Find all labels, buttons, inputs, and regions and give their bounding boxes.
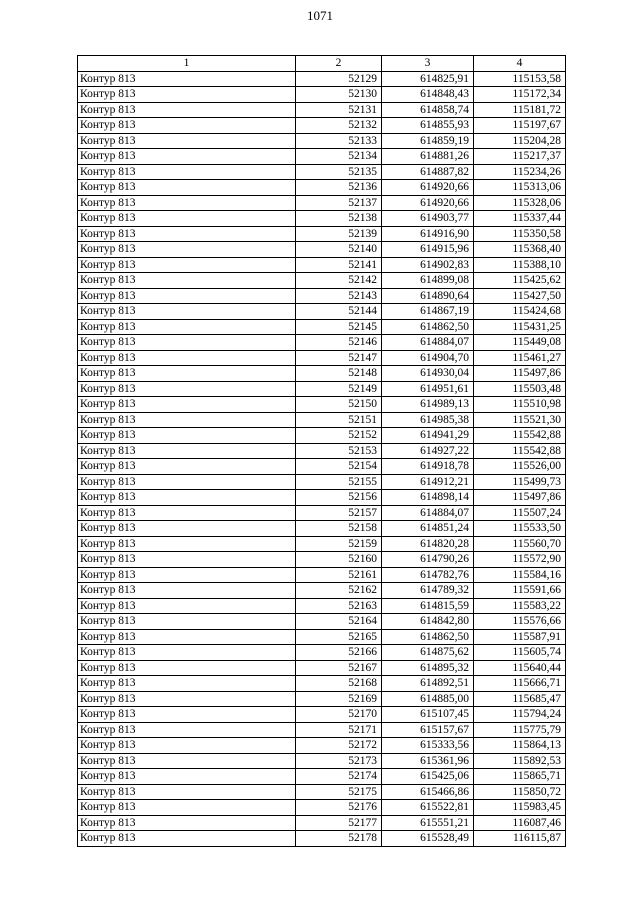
- contour-name-cell: Контур 813: [78, 536, 296, 552]
- point-number-cell: 52175: [296, 784, 382, 800]
- y-coordinate-cell: 115461,27: [474, 350, 566, 366]
- point-number-cell: 52163: [296, 598, 382, 614]
- y-coordinate-cell: 115510,98: [474, 397, 566, 413]
- contour-name-cell: Контур 813: [78, 87, 296, 103]
- x-coordinate-cell: 614875,62: [382, 645, 474, 661]
- table-row: [78, 521, 566, 537]
- table-row: [78, 490, 566, 506]
- point-number-cell: 52130: [296, 87, 382, 103]
- contour-name-cell: Контур 813: [78, 304, 296, 320]
- column-header-4: 4: [474, 56, 566, 72]
- y-coordinate-cell: 115640,44: [474, 660, 566, 676]
- point-number-cell: 52161: [296, 567, 382, 583]
- y-coordinate-cell: 115583,22: [474, 598, 566, 614]
- table-row: [78, 676, 566, 692]
- table-row: [78, 753, 566, 769]
- y-coordinate-cell: 115425,62: [474, 273, 566, 289]
- contour-name-cell: Контур 813: [78, 211, 296, 227]
- y-coordinate-cell: 116087,46: [474, 815, 566, 831]
- x-coordinate-cell: 614895,32: [382, 660, 474, 676]
- contour-name-cell: Контур 813: [78, 164, 296, 180]
- contour-name-cell: Контур 813: [78, 691, 296, 707]
- y-coordinate-cell: 115850,72: [474, 784, 566, 800]
- contour-name-cell: Контур 813: [78, 180, 296, 196]
- point-number-cell: 52144: [296, 304, 382, 320]
- contour-name-cell: Контур 813: [78, 381, 296, 397]
- x-coordinate-cell: 614904,70: [382, 350, 474, 366]
- x-coordinate-cell: 614881,26: [382, 149, 474, 165]
- point-number-cell: 52152: [296, 428, 382, 444]
- point-number-cell: 52156: [296, 490, 382, 506]
- point-number-cell: 52160: [296, 552, 382, 568]
- x-coordinate-cell: 614902,83: [382, 257, 474, 273]
- x-coordinate-cell: 614951,61: [382, 381, 474, 397]
- point-number-cell: 52140: [296, 242, 382, 258]
- x-coordinate-cell: 614851,24: [382, 521, 474, 537]
- contour-name-cell: Контур 813: [78, 676, 296, 692]
- contour-name-cell: Контур 813: [78, 598, 296, 614]
- contour-name-cell: Контур 813: [78, 366, 296, 382]
- x-coordinate-cell: 615333,56: [382, 738, 474, 754]
- y-coordinate-cell: 115337,44: [474, 211, 566, 227]
- contour-name-cell: Контур 813: [78, 707, 296, 723]
- y-coordinate-cell: 115794,24: [474, 707, 566, 723]
- point-number-cell: 52157: [296, 505, 382, 521]
- contour-name-cell: Контур 813: [78, 443, 296, 459]
- x-coordinate-cell: 614885,00: [382, 691, 474, 707]
- contour-name-cell: Контур 813: [78, 273, 296, 289]
- x-coordinate-cell: 614862,50: [382, 319, 474, 335]
- table-row: [78, 769, 566, 785]
- table-row: [78, 397, 566, 413]
- contour-name-cell: Контур 813: [78, 257, 296, 273]
- contour-name-cell: Контур 813: [78, 133, 296, 149]
- table-row: [78, 614, 566, 630]
- x-coordinate-cell: 614890,64: [382, 288, 474, 304]
- point-number-cell: 52158: [296, 521, 382, 537]
- point-number-cell: 52129: [296, 71, 382, 87]
- x-coordinate-cell: 615466,86: [382, 784, 474, 800]
- x-coordinate-cell: 614825,91: [382, 71, 474, 87]
- contour-name-cell: Контур 813: [78, 412, 296, 428]
- y-coordinate-cell: 115572,90: [474, 552, 566, 568]
- table-row: [78, 195, 566, 211]
- contour-name-cell: Контур 813: [78, 505, 296, 521]
- y-coordinate-cell: 115560,70: [474, 536, 566, 552]
- x-coordinate-cell: 614884,07: [382, 505, 474, 521]
- contour-name-cell: Контур 813: [78, 800, 296, 816]
- point-number-cell: 52131: [296, 102, 382, 118]
- table-header-row: [78, 56, 566, 72]
- point-number-cell: 52170: [296, 707, 382, 723]
- table-row: [78, 87, 566, 103]
- x-coordinate-cell: 614789,32: [382, 583, 474, 599]
- x-coordinate-cell: 614815,59: [382, 598, 474, 614]
- table-row: [78, 319, 566, 335]
- x-coordinate-cell: 614898,14: [382, 490, 474, 506]
- x-coordinate-cell: 614848,43: [382, 87, 474, 103]
- point-number-cell: 52154: [296, 459, 382, 475]
- point-number-cell: 52166: [296, 645, 382, 661]
- table-row: [78, 552, 566, 568]
- point-number-cell: 52172: [296, 738, 382, 754]
- y-coordinate-cell: 115217,37: [474, 149, 566, 165]
- table-row: [78, 71, 566, 87]
- point-number-cell: 52148: [296, 366, 382, 382]
- y-coordinate-cell: 115685,47: [474, 691, 566, 707]
- table-row: [78, 660, 566, 676]
- point-number-cell: 52177: [296, 815, 382, 831]
- y-coordinate-cell: 115153,58: [474, 71, 566, 87]
- point-number-cell: 52173: [296, 753, 382, 769]
- y-coordinate-cell: 115576,66: [474, 614, 566, 630]
- contour-name-cell: Контур 813: [78, 722, 296, 738]
- y-coordinate-cell: 115865,71: [474, 769, 566, 785]
- y-coordinate-cell: 115526,00: [474, 459, 566, 475]
- table-row: [78, 304, 566, 320]
- table-row: [78, 459, 566, 475]
- x-coordinate-cell: 614899,08: [382, 273, 474, 289]
- y-coordinate-cell: 115350,58: [474, 226, 566, 242]
- y-coordinate-cell: 115521,30: [474, 412, 566, 428]
- x-coordinate-cell: 614989,13: [382, 397, 474, 413]
- contour-name-cell: Контур 813: [78, 397, 296, 413]
- point-number-cell: 52162: [296, 583, 382, 599]
- contour-name-cell: Контур 813: [78, 319, 296, 335]
- page-number: 1071: [307, 8, 333, 23]
- x-coordinate-cell: 614820,28: [382, 536, 474, 552]
- point-number-cell: 52133: [296, 133, 382, 149]
- contour-name-cell: Контур 813: [78, 335, 296, 351]
- x-coordinate-cell: 614941,29: [382, 428, 474, 444]
- contour-name-cell: Контур 813: [78, 567, 296, 583]
- table-row: [78, 335, 566, 351]
- contour-name-cell: Контур 813: [78, 242, 296, 258]
- x-coordinate-cell: 615528,49: [382, 831, 474, 847]
- point-number-cell: 52165: [296, 629, 382, 645]
- y-coordinate-cell: 115427,50: [474, 288, 566, 304]
- point-number-cell: 52141: [296, 257, 382, 273]
- x-coordinate-cell: 614916,90: [382, 226, 474, 242]
- point-number-cell: 52139: [296, 226, 382, 242]
- table-body: [78, 71, 566, 846]
- contour-name-cell: Контур 813: [78, 738, 296, 754]
- table-row: [78, 226, 566, 242]
- y-coordinate-cell: 115424,68: [474, 304, 566, 320]
- x-coordinate-cell: 614920,66: [382, 195, 474, 211]
- y-coordinate-cell: 115204,28: [474, 133, 566, 149]
- contour-name-cell: Контур 813: [78, 521, 296, 537]
- x-coordinate-cell: 614927,22: [382, 443, 474, 459]
- y-coordinate-cell: 116115,87: [474, 831, 566, 847]
- y-coordinate-cell: 115983,45: [474, 800, 566, 816]
- table-row: [78, 784, 566, 800]
- table-row: [78, 180, 566, 196]
- y-coordinate-cell: 115431,25: [474, 319, 566, 335]
- table-row: [78, 800, 566, 816]
- contour-name-cell: Контур 813: [78, 784, 296, 800]
- table-row: [78, 815, 566, 831]
- x-coordinate-cell: 614884,07: [382, 335, 474, 351]
- contour-name-cell: Контур 813: [78, 614, 296, 630]
- table-row: [78, 102, 566, 118]
- y-coordinate-cell: 115497,86: [474, 366, 566, 382]
- table-row: [78, 722, 566, 738]
- contour-name-cell: Контур 813: [78, 831, 296, 847]
- contour-name-cell: Контур 813: [78, 350, 296, 366]
- y-coordinate-cell: 115328,06: [474, 195, 566, 211]
- x-coordinate-cell: 615107,45: [382, 707, 474, 723]
- point-number-cell: 52147: [296, 350, 382, 366]
- x-coordinate-cell: 614930,04: [382, 366, 474, 382]
- table-row: [78, 536, 566, 552]
- point-number-cell: 52150: [296, 397, 382, 413]
- y-coordinate-cell: 115864,13: [474, 738, 566, 754]
- table-row: [78, 428, 566, 444]
- table-row: [78, 118, 566, 134]
- table-row: [78, 164, 566, 180]
- y-coordinate-cell: 115449,08: [474, 335, 566, 351]
- contour-name-cell: Контур 813: [78, 71, 296, 87]
- y-coordinate-cell: 115587,91: [474, 629, 566, 645]
- x-coordinate-cell: 615157,67: [382, 722, 474, 738]
- point-number-cell: 52159: [296, 536, 382, 552]
- table-row: [78, 133, 566, 149]
- x-coordinate-cell: 614912,21: [382, 474, 474, 490]
- x-coordinate-cell: 615425,06: [382, 769, 474, 785]
- x-coordinate-cell: 614918,78: [382, 459, 474, 475]
- contour-name-cell: Контур 813: [78, 552, 296, 568]
- contour-name-cell: Контур 813: [78, 645, 296, 661]
- table-row: [78, 366, 566, 382]
- point-number-cell: 52143: [296, 288, 382, 304]
- point-number-cell: 52145: [296, 319, 382, 335]
- table-row: [78, 707, 566, 723]
- point-number-cell: 52135: [296, 164, 382, 180]
- table-row: [78, 831, 566, 847]
- y-coordinate-cell: 115172,34: [474, 87, 566, 103]
- y-coordinate-cell: 115368,40: [474, 242, 566, 258]
- contour-name-cell: Контур 813: [78, 660, 296, 676]
- table-row: [78, 211, 566, 227]
- y-coordinate-cell: 115234,26: [474, 164, 566, 180]
- y-coordinate-cell: 115542,88: [474, 428, 566, 444]
- coordinates-table: [77, 55, 566, 847]
- table-row: [78, 350, 566, 366]
- x-coordinate-cell: 614862,50: [382, 629, 474, 645]
- point-number-cell: 52138: [296, 211, 382, 227]
- contour-name-cell: Контур 813: [78, 226, 296, 242]
- contour-name-cell: Контур 813: [78, 490, 296, 506]
- table-row: [78, 257, 566, 273]
- table-row: [78, 629, 566, 645]
- contour-name-cell: Контур 813: [78, 629, 296, 645]
- x-coordinate-cell: 614858,74: [382, 102, 474, 118]
- x-coordinate-cell: 614790,26: [382, 552, 474, 568]
- table-row: [78, 738, 566, 754]
- point-number-cell: 52132: [296, 118, 382, 134]
- column-header-2: 2: [296, 56, 382, 72]
- table-row: [78, 242, 566, 258]
- point-number-cell: 52137: [296, 195, 382, 211]
- table-row: [78, 443, 566, 459]
- table-row: [78, 149, 566, 165]
- y-coordinate-cell: 115584,16: [474, 567, 566, 583]
- y-coordinate-cell: 115666,71: [474, 676, 566, 692]
- contour-name-cell: Контур 813: [78, 753, 296, 769]
- table-row: [78, 505, 566, 521]
- contour-name-cell: Контур 813: [78, 769, 296, 785]
- x-coordinate-cell: 615551,21: [382, 815, 474, 831]
- table-row: [78, 381, 566, 397]
- y-coordinate-cell: 115507,24: [474, 505, 566, 521]
- point-number-cell: 52174: [296, 769, 382, 785]
- point-number-cell: 52171: [296, 722, 382, 738]
- x-coordinate-cell: 614867,19: [382, 304, 474, 320]
- contour-name-cell: Контур 813: [78, 118, 296, 134]
- y-coordinate-cell: 115503,48: [474, 381, 566, 397]
- y-coordinate-cell: 115497,86: [474, 490, 566, 506]
- point-number-cell: 52164: [296, 614, 382, 630]
- table-row: [78, 598, 566, 614]
- table-row: [78, 474, 566, 490]
- y-coordinate-cell: 115892,53: [474, 753, 566, 769]
- x-coordinate-cell: 614855,93: [382, 118, 474, 134]
- point-number-cell: 52178: [296, 831, 382, 847]
- contour-name-cell: Контур 813: [78, 583, 296, 599]
- y-coordinate-cell: 115605,74: [474, 645, 566, 661]
- y-coordinate-cell: 115499,73: [474, 474, 566, 490]
- contour-name-cell: Контур 813: [78, 288, 296, 304]
- contour-name-cell: Контур 813: [78, 102, 296, 118]
- table-row: [78, 288, 566, 304]
- table-row: [78, 567, 566, 583]
- table-row: [78, 583, 566, 599]
- y-coordinate-cell: 115388,10: [474, 257, 566, 273]
- y-coordinate-cell: 115591,66: [474, 583, 566, 599]
- point-number-cell: 52155: [296, 474, 382, 490]
- point-number-cell: 52153: [296, 443, 382, 459]
- point-number-cell: 52146: [296, 335, 382, 351]
- point-number-cell: 52149: [296, 381, 382, 397]
- y-coordinate-cell: 115542,88: [474, 443, 566, 459]
- contour-name-cell: Контур 813: [78, 149, 296, 165]
- x-coordinate-cell: 614887,82: [382, 164, 474, 180]
- point-number-cell: 52167: [296, 660, 382, 676]
- x-coordinate-cell: 615361,96: [382, 753, 474, 769]
- x-coordinate-cell: 614842,80: [382, 614, 474, 630]
- column-header-3: 3: [382, 56, 474, 72]
- column-header-1: 1: [78, 56, 296, 72]
- table-row: [78, 412, 566, 428]
- point-number-cell: 52168: [296, 676, 382, 692]
- y-coordinate-cell: 115197,67: [474, 118, 566, 134]
- x-coordinate-cell: 614859,19: [382, 133, 474, 149]
- y-coordinate-cell: 115533,50: [474, 521, 566, 537]
- y-coordinate-cell: 115313,06: [474, 180, 566, 196]
- point-number-cell: 52176: [296, 800, 382, 816]
- x-coordinate-cell: 614892,51: [382, 676, 474, 692]
- point-number-cell: 52142: [296, 273, 382, 289]
- table-row: [78, 645, 566, 661]
- x-coordinate-cell: 614915,96: [382, 242, 474, 258]
- y-coordinate-cell: 115181,72: [474, 102, 566, 118]
- x-coordinate-cell: 614920,66: [382, 180, 474, 196]
- point-number-cell: 52136: [296, 180, 382, 196]
- y-coordinate-cell: 115775,79: [474, 722, 566, 738]
- contour-name-cell: Контур 813: [78, 428, 296, 444]
- point-number-cell: 52169: [296, 691, 382, 707]
- table-row: [78, 273, 566, 289]
- table-row: [78, 691, 566, 707]
- contour-name-cell: Контур 813: [78, 459, 296, 475]
- point-number-cell: 52134: [296, 149, 382, 165]
- contour-name-cell: Контур 813: [78, 815, 296, 831]
- point-number-cell: 52151: [296, 412, 382, 428]
- x-coordinate-cell: 614782,76: [382, 567, 474, 583]
- x-coordinate-cell: 615522,81: [382, 800, 474, 816]
- contour-name-cell: Контур 813: [78, 474, 296, 490]
- x-coordinate-cell: 614985,38: [382, 412, 474, 428]
- contour-name-cell: Контур 813: [78, 195, 296, 211]
- x-coordinate-cell: 614903,77: [382, 211, 474, 227]
